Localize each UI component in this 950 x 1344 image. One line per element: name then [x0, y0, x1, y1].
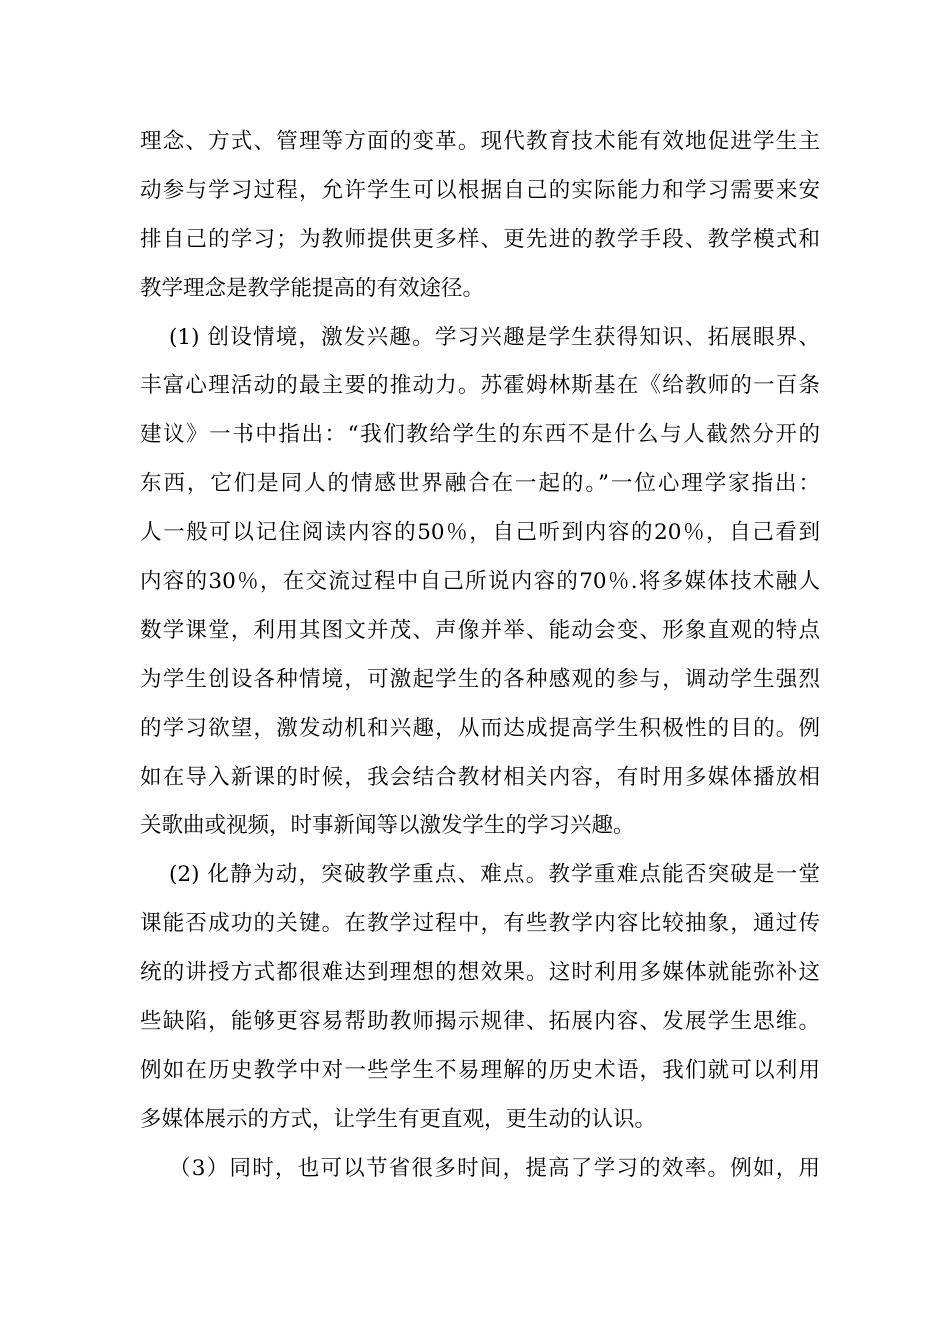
text-line: 些缺陷，能够更容易帮助教师揭示规律、拓展内容、发展学生思维。: [140, 1009, 820, 1035]
text-line: 建议》一书中指出：“我们教给学生的东西不是什么与人截然分开的: [140, 422, 820, 448]
paragraph-4: [140, 1145, 820, 1194]
text-line: （3）同时，也可以节省很多时间，提高了学习的效率。例如，用: [169, 1155, 820, 1181]
text-line: 如在导入新课的时候，我会结合教材相关内容，有时用多媒体播放相: [140, 764, 820, 790]
text-line: 的学习欲望，激发动机和兴趣，从而达成提高学生积极性的目的。例: [140, 715, 820, 741]
text-line: (2) 化静为动，突破教学重点、难点。教学重难点能否突破是一堂: [169, 862, 820, 888]
text-line: 理念、方式、管理等方面的变革。现代教育技术能有效地促进学生主: [140, 129, 820, 154]
text-line: 排自己的学习；为教师提供更多样、更先进的教学手段、教学模式和: [140, 226, 820, 252]
paragraph-2: [140, 314, 820, 852]
text-line: 动参与学习过程，允许学生可以根据自己的实际能力和学习需要来安: [140, 177, 820, 203]
text-line: 关歌曲或视频，时事新闻等以激发学生的学习兴趣。: [140, 813, 635, 839]
text-line: 教学理念是教学能提高的有效途径。: [140, 275, 485, 301]
text-line: 多媒体展示的方式，让学生有更直观，更生动的认识。: [140, 1106, 657, 1132]
paragraph-1: [140, 118, 820, 314]
text-line: 东西，它们是同人的情感世界融合在一起的。”一位心理学家指出：: [140, 471, 820, 497]
text-line: 为学生创设各种情境，可激起学生的各种感观的参与，调动学生强烈: [140, 666, 820, 692]
text-line: 内容的30％，在交流过程中自己所说内容的70％.将多媒体技术融人: [140, 569, 820, 595]
text-line: 统的讲授方式都很难达到理想的想效果。这时利用多媒体就能弥补这: [140, 960, 820, 986]
text-line: 丰富心理活动的最主要的推动力。苏霍姆林斯基在《给教师的一百条: [140, 373, 820, 399]
text-line: 例如在历史教学中对一些学生不易理解的历史术语，我们就可以利用: [140, 1057, 820, 1083]
body-text: [140, 118, 820, 1194]
text-line: (1) 创设情境，激发兴趣。学习兴趣是学生获得知识、拓展眼界、: [169, 324, 820, 350]
text-line: 数学课堂，利用其图文并茂、声像并举、能动会变、形象直观的特点: [140, 617, 820, 643]
text-line: 人一般可以记住阅读内容的50％，自己听到内容的20％，自己看到: [140, 520, 820, 546]
paragraph-3: [140, 851, 820, 1144]
text-line: 课能否成功的关键。在教学过程中，有些教学内容比较抽象，通过传: [140, 911, 820, 937]
